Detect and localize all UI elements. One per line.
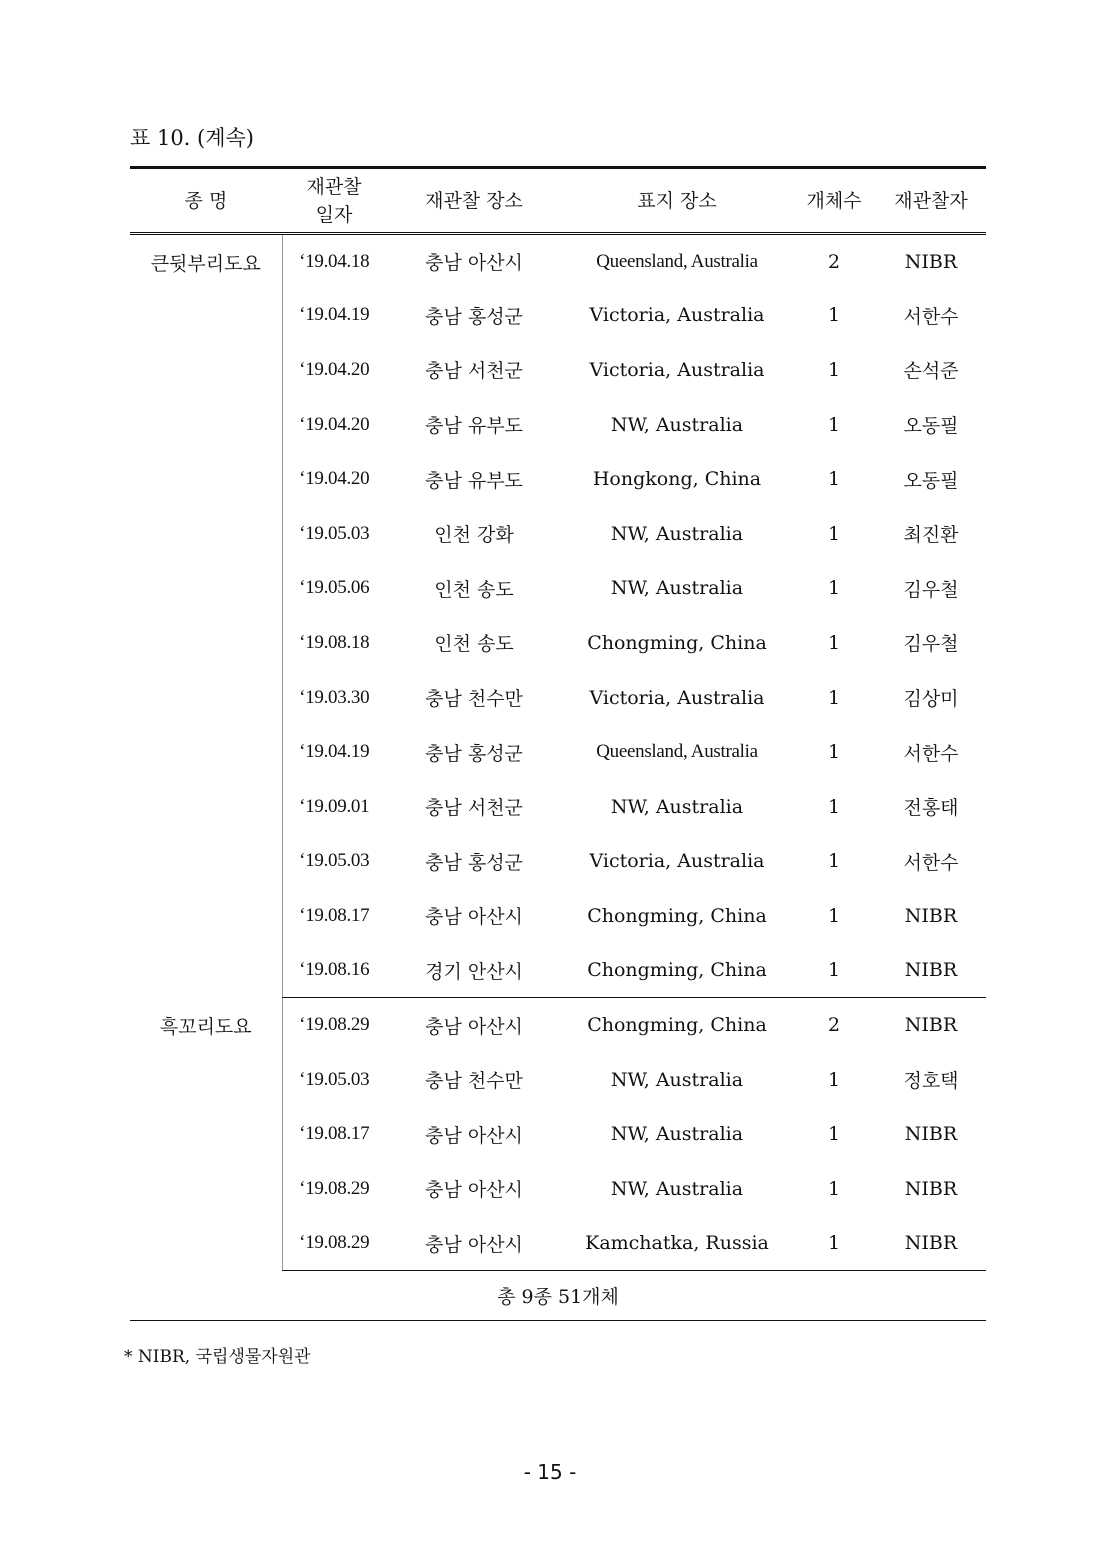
date-cell: ‘19.05.06 bbox=[282, 561, 386, 616]
date-cell: ‘19.04.18 bbox=[282, 234, 386, 289]
observer-cell: 손석준 bbox=[903, 360, 959, 383]
observer-cell: NIBR bbox=[876, 1216, 986, 1271]
tag-location-cell: Victoria, Australia bbox=[589, 304, 765, 327]
date-cell: ‘19.05.03 bbox=[282, 834, 386, 889]
tag-location-cell: Victoria, Australia bbox=[589, 850, 765, 873]
tag-location-cell: NW, Australia bbox=[610, 522, 744, 545]
date-cell: ‘19.04.20 bbox=[282, 343, 386, 398]
date-cell: ‘19.05.03 bbox=[282, 506, 386, 561]
count-cell: 1 bbox=[827, 795, 841, 818]
count-cell: 1 bbox=[827, 1123, 841, 1146]
observer-cell: NIBR bbox=[904, 1177, 958, 1200]
tag-location-cell: NW, Australia bbox=[610, 1123, 744, 1146]
date-cell: ‘19.05.03 bbox=[282, 1052, 386, 1107]
tag-location-cell: Chongming, China bbox=[562, 943, 792, 998]
count-cell: 1 bbox=[827, 631, 841, 654]
tag-location-cell: Queensland, Australia bbox=[596, 741, 758, 763]
place-cell: 충남 아산시 bbox=[425, 906, 523, 929]
tag-location-cell: NW, Australia bbox=[610, 413, 744, 436]
observer-cell: 김상미 bbox=[903, 688, 959, 711]
table-row bbox=[130, 998, 986, 1053]
table-body bbox=[130, 234, 986, 1321]
tag-location-cell: Victoria, Australia bbox=[589, 358, 765, 381]
observer-cell: 전홍태 bbox=[903, 797, 959, 820]
observer-cell: 김우철 bbox=[903, 633, 959, 656]
date-cell: ‘19.04.19 bbox=[282, 725, 386, 780]
observer-cell: 오동필 bbox=[903, 469, 959, 492]
header-date-line2: 일자 bbox=[315, 203, 353, 226]
tag-location-cell: Chongming, China bbox=[587, 631, 767, 654]
observer-cell: NIBR bbox=[876, 943, 986, 998]
total-summary: 총 9종 51개체 bbox=[130, 1271, 986, 1321]
count-cell: 1 bbox=[827, 413, 841, 436]
place-cell: 충남 서천군 bbox=[425, 360, 523, 383]
table-row bbox=[130, 234, 986, 289]
header-tag-location: 표지 장소 bbox=[562, 168, 792, 234]
place-cell: 인천 강화 bbox=[434, 524, 514, 547]
date-cell: ‘19.08.18 bbox=[282, 616, 386, 671]
place-cell: 충남 아산시 bbox=[425, 1015, 523, 1038]
count-cell: 1 bbox=[792, 943, 876, 998]
observer-cell: 서한수 bbox=[903, 305, 959, 328]
tag-location-cell: Victoria, Australia bbox=[589, 686, 765, 709]
observer-cell: 김우철 bbox=[903, 578, 959, 601]
observer-cell: 서한수 bbox=[903, 742, 959, 765]
tag-location-cell: Chongming, China bbox=[587, 1014, 767, 1037]
count-cell: 1 bbox=[827, 304, 841, 327]
table-caption: 표 10. (계속) bbox=[130, 126, 254, 150]
observer-cell: NIBR bbox=[904, 904, 958, 927]
count-cell: 1 bbox=[827, 686, 841, 709]
date-cell: ‘19.08.17 bbox=[282, 889, 386, 944]
place-cell: 인천 송도 bbox=[434, 578, 514, 601]
place-cell: 충남 홍성군 bbox=[425, 305, 523, 328]
header-species: 종 명 bbox=[130, 168, 282, 234]
table-header-row bbox=[130, 168, 986, 234]
place-cell: 인천 송도 bbox=[434, 633, 514, 656]
tag-location-cell: NW, Australia bbox=[610, 795, 744, 818]
total-row bbox=[130, 1271, 986, 1321]
place-cell: 경기 안산시 bbox=[386, 943, 562, 998]
count-cell: 2 bbox=[827, 1014, 841, 1037]
tag-location-cell: Hongkong, China bbox=[592, 468, 762, 491]
tag-location-cell: NW, Australia bbox=[610, 1068, 744, 1091]
count-cell: 1 bbox=[827, 577, 841, 600]
tag-location-cell: Queensland, Australia bbox=[596, 250, 758, 272]
header-observer: 재관찰자 bbox=[876, 168, 986, 234]
count-cell: 1 bbox=[792, 1216, 876, 1271]
place-cell: 충남 아산시 bbox=[386, 1216, 562, 1271]
date-cell: ‘19.09.01 bbox=[282, 779, 386, 834]
page-number: - 15 - bbox=[523, 1460, 577, 1484]
species-name: 흑꼬리도요 bbox=[159, 1015, 252, 1038]
count-cell: 1 bbox=[827, 522, 841, 545]
count-cell: 1 bbox=[827, 358, 841, 381]
count-cell: 1 bbox=[827, 904, 841, 927]
date-cell: ‘19.08.29 bbox=[282, 1162, 386, 1217]
footnote: * NIBR, 국립생물자원관 bbox=[124, 1347, 311, 1367]
species-name: 큰뒷부리도요 bbox=[150, 253, 261, 275]
date-cell: ‘19.08.17 bbox=[282, 1107, 386, 1162]
count-cell: 1 bbox=[827, 1068, 841, 1091]
observer-cell: 오동필 bbox=[903, 415, 959, 438]
observer-cell: NIBR bbox=[904, 1014, 958, 1037]
count-cell: 1 bbox=[827, 850, 841, 873]
place-cell: 충남 천수만 bbox=[425, 1070, 523, 1093]
observer-cell: 최진환 bbox=[903, 524, 959, 547]
observer-cell: 서한수 bbox=[903, 851, 959, 874]
place-cell: 충남 아산시 bbox=[425, 252, 523, 275]
place-cell: 충남 홍성군 bbox=[425, 742, 523, 765]
date-cell: ‘19.03.30 bbox=[282, 670, 386, 725]
place-cell: 충남 서천군 bbox=[425, 797, 523, 820]
tag-location-cell: NW, Australia bbox=[610, 1177, 744, 1200]
place-cell: 충남 유부도 bbox=[425, 469, 523, 492]
observer-cell: NIBR bbox=[904, 1123, 958, 1146]
tag-location-cell: NW, Australia bbox=[610, 577, 744, 600]
place-cell: 충남 홍성군 bbox=[425, 851, 523, 874]
date-cell: ‘19.08.16 bbox=[282, 943, 386, 998]
place-cell: 충남 아산시 bbox=[425, 1179, 523, 1202]
date-cell: ‘19.08.29 bbox=[282, 1216, 386, 1271]
place-cell: 충남 아산시 bbox=[425, 1124, 523, 1147]
header-count: 개체수 bbox=[792, 168, 876, 234]
header-date-line1: 재관찰 bbox=[306, 175, 362, 198]
count-cell: 2 bbox=[827, 250, 841, 273]
tag-location-cell: Chongming, China bbox=[587, 904, 767, 927]
date-cell: ‘19.04.20 bbox=[282, 397, 386, 452]
observer-cell: 정호택 bbox=[903, 1070, 959, 1093]
place-cell: 충남 유부도 bbox=[425, 415, 523, 438]
recapture-table bbox=[130, 166, 986, 1321]
count-cell: 1 bbox=[827, 468, 841, 491]
header-date bbox=[282, 168, 386, 234]
date-cell: ‘19.08.29 bbox=[282, 998, 386, 1053]
header-place: 재관찰 장소 bbox=[386, 168, 562, 234]
place-cell: 충남 천수만 bbox=[425, 688, 523, 711]
count-cell: 1 bbox=[827, 741, 841, 764]
tag-location-cell: Kamchatka, Russia bbox=[562, 1216, 792, 1271]
date-cell: ‘19.04.20 bbox=[282, 452, 386, 507]
observer-cell: NIBR bbox=[904, 250, 958, 273]
date-cell: ‘19.04.19 bbox=[282, 288, 386, 343]
count-cell: 1 bbox=[827, 1177, 841, 1200]
